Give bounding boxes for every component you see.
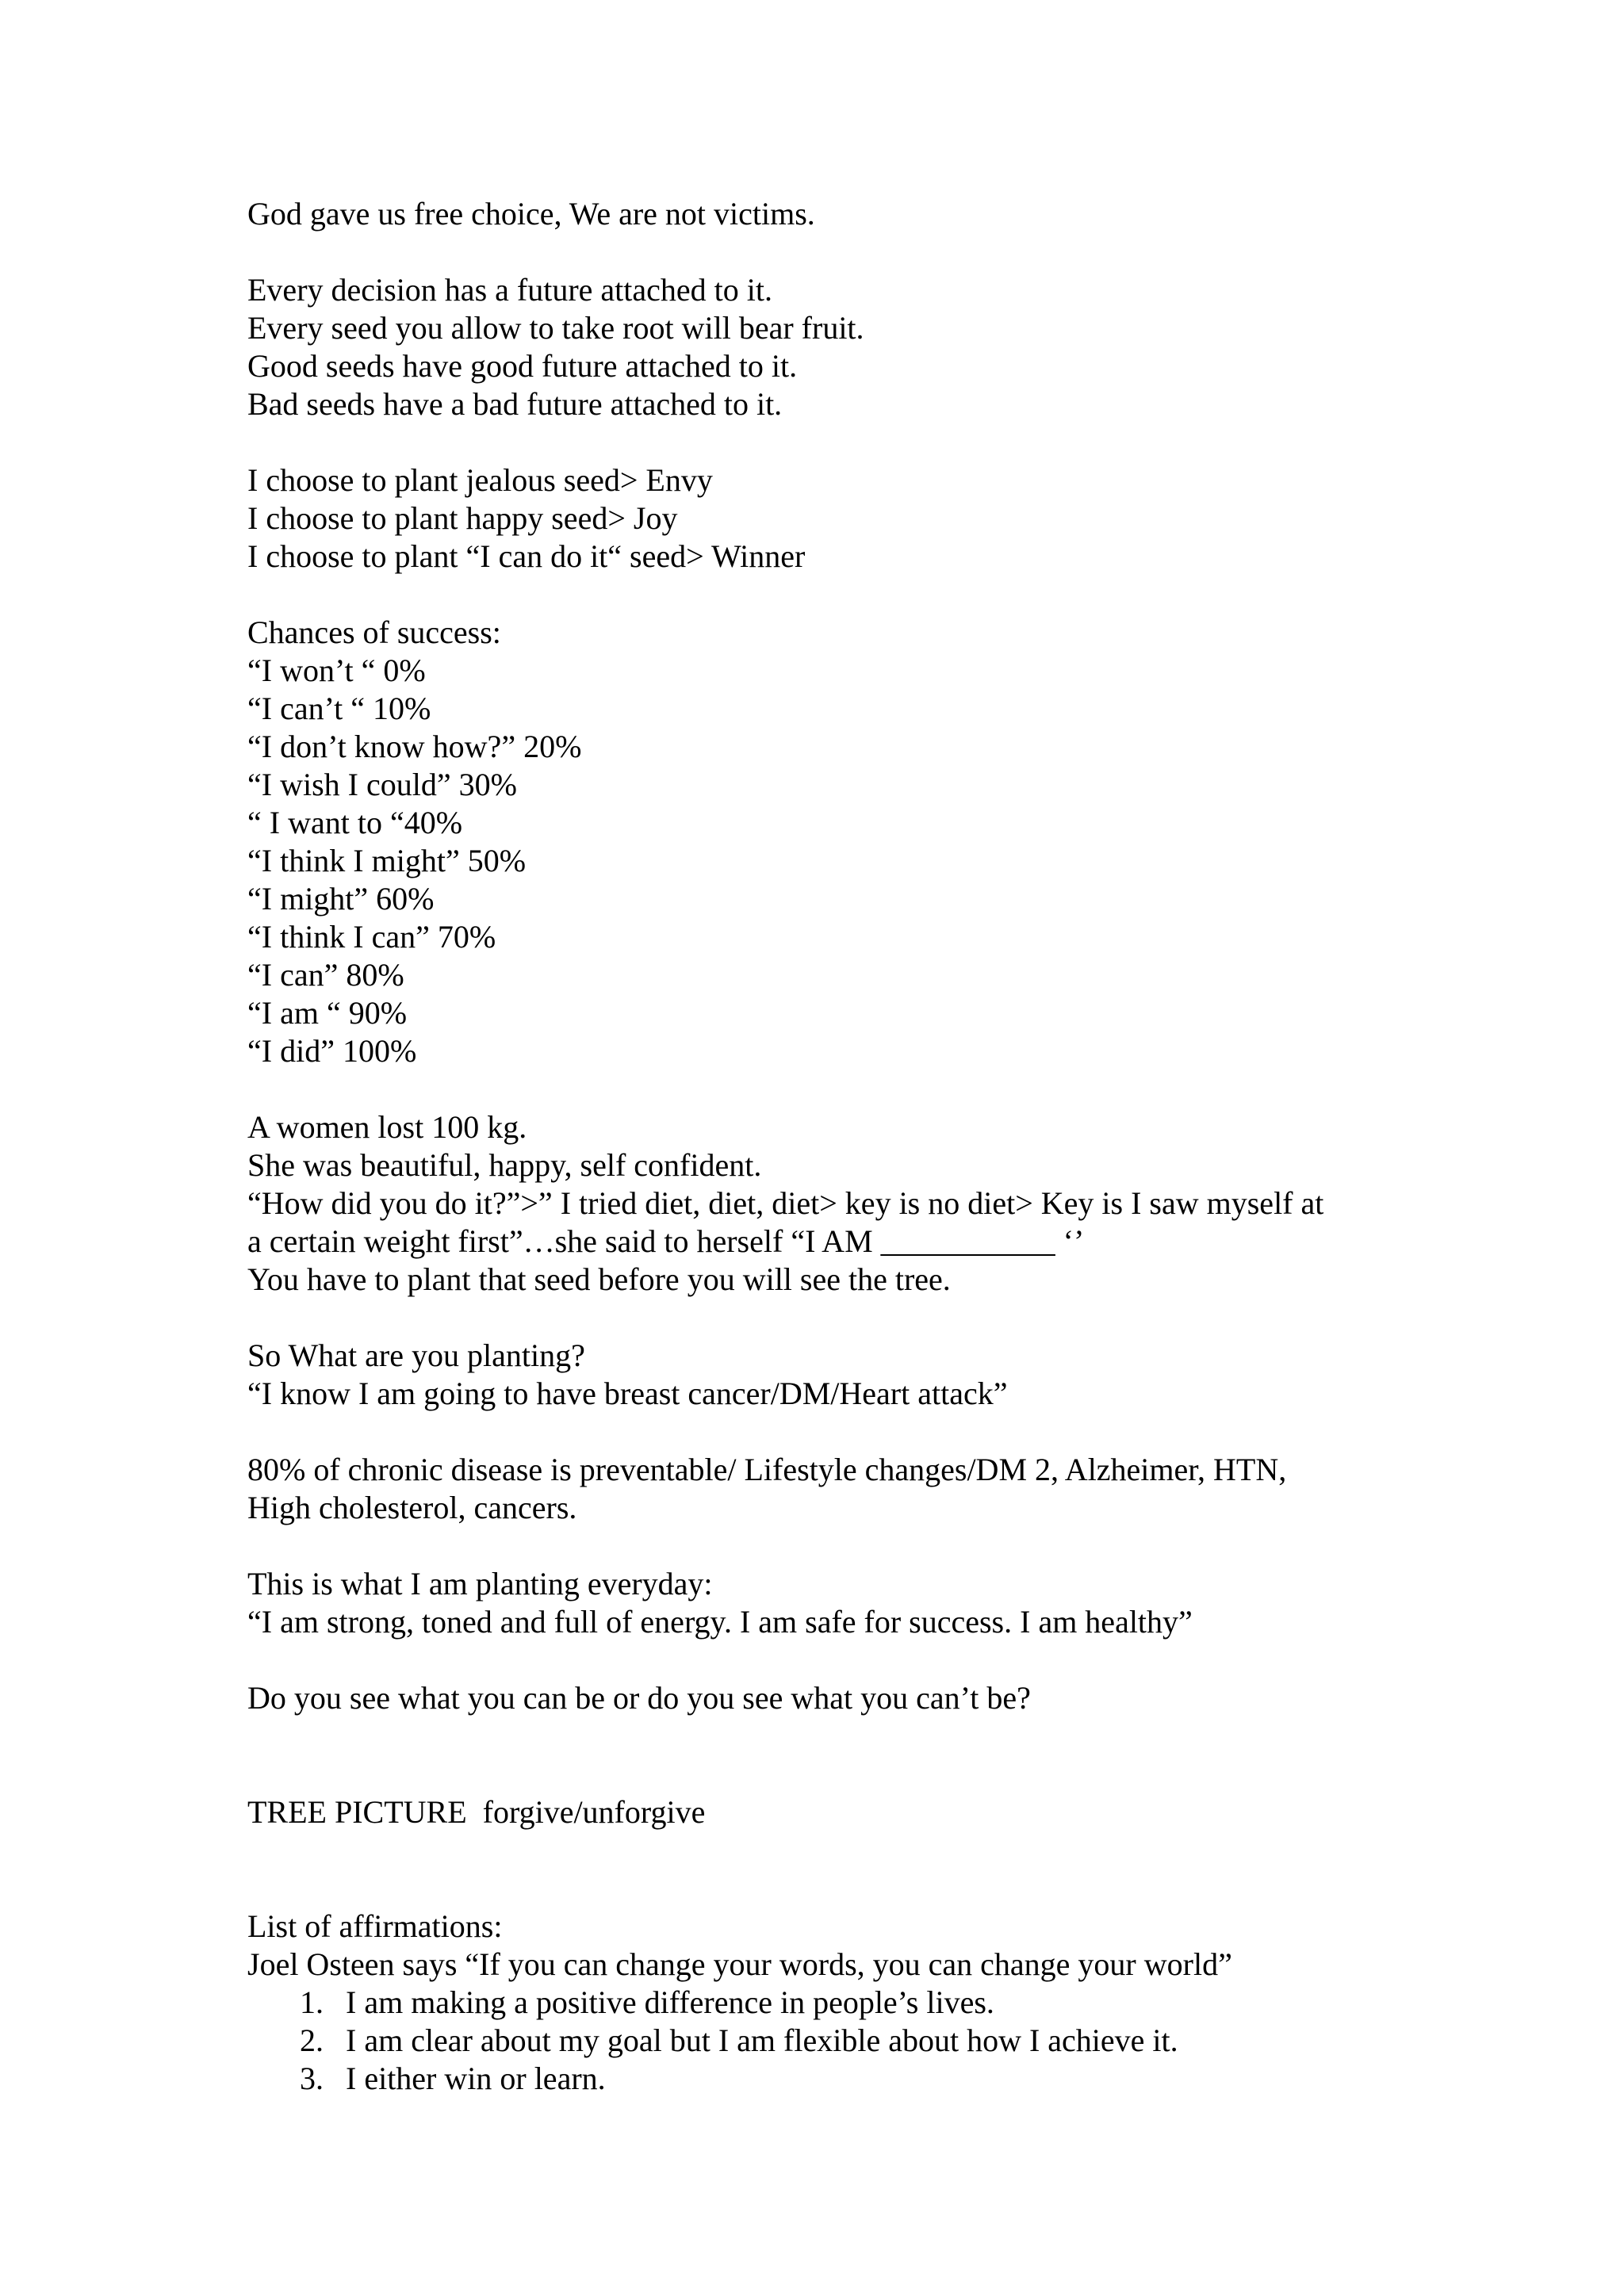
list-item <box>247 2060 1437 2098</box>
success-item: “I think I might” 50% <box>247 843 527 878</box>
list-item-text: I am clear about my goal but I am flexible about how I achieve it. <box>346 2022 1178 2058</box>
spacer <box>247 1527 1437 1565</box>
list-item-number: 2. <box>300 2022 324 2058</box>
tree-picture-label: TREE PICTURE forgive/unforgive <box>247 1794 706 1830</box>
affirmations-quote: Joel Osteen says “If you can change your words, you can change your world” <box>247 1946 1232 1982</box>
success-item: “I think I can” 70% <box>247 919 496 955</box>
choice-line: I choose to plant jealous seed> Envy <box>247 462 713 498</box>
success-heading: Chances of success: <box>247 614 501 650</box>
decision-line: Bad seeds have a bad future attached to it. <box>247 386 783 422</box>
success-item: “I wish I could” 30% <box>247 767 517 802</box>
list-item-text: I either win or learn. <box>346 2061 606 2096</box>
everyday-line: This is what I am planting everyday: <box>247 1566 713 1601</box>
list-item-text: I am making a positive difference in people’s lives. <box>346 1984 994 2020</box>
affirmations-heading: List of affirmations: <box>247 1908 503 1944</box>
chronic-line: High cholesterol, cancers. <box>247 1490 577 1525</box>
everyday-line: “I am strong, toned and full of energy. I am safe for success. I am healthy” <box>247 1604 1193 1640</box>
success-item: “I can” 80% <box>247 957 404 993</box>
success-item: “I don’t know how?” 20% <box>247 729 582 764</box>
list-item-number: 3. <box>300 2061 324 2096</box>
affirmations-list <box>247 1984 1437 2098</box>
list-item <box>247 1984 1437 2022</box>
success-item: “I am “ 90% <box>247 995 408 1031</box>
story-line: She was beautiful, happy, self confident. <box>247 1147 762 1183</box>
decision-line: Every seed you allow to take root will bear fruit. <box>247 310 864 346</box>
spacer <box>247 233 1437 271</box>
list-item-number: 1. <box>300 1984 324 2020</box>
spacer <box>247 1070 1437 1108</box>
choice-line: I choose to plant happy seed> Joy <box>247 500 678 536</box>
story-line: You have to plant that seed before you will see the tree. <box>247 1261 951 1297</box>
spacer <box>247 576 1437 614</box>
chronic-line: 80% of chronic disease is preventable/ Lifestyle changes/DM 2, Alzheimer, HTN, <box>247 1452 1287 1487</box>
spacer <box>247 1413 1437 1451</box>
spacer <box>247 1831 1437 1908</box>
list-item <box>247 2022 1437 2060</box>
story-line: a certain weight first”…she said to herself “I AM ___________ ‘’ <box>247 1223 1085 1259</box>
spacer <box>247 1299 1437 1337</box>
success-item: “I won’t “ 0% <box>247 652 426 688</box>
story-line: A women lost 100 kg. <box>247 1109 527 1145</box>
question-line: Do you see what you can be or do you see what you can’t be? <box>247 1680 1031 1716</box>
intro-line: God gave us free choice, We are not victims. <box>247 196 815 232</box>
decision-line: Every decision has a future attached to it. <box>247 272 772 308</box>
choice-line: I choose to plant “I can do it“ seed> Winner <box>247 538 806 574</box>
planting-line: “I know I am going to have breast cancer/DM/Heart attack” <box>247 1376 1008 1411</box>
decision-line: Good seeds have good future attached to it. <box>247 348 798 384</box>
success-item: “I did” 100% <box>247 1033 417 1069</box>
success-item: “I can’t “ 10% <box>247 691 431 726</box>
spacer <box>247 1641 1437 1679</box>
story-line: “How did you do it?”>” I tried diet, diet, diet> key is no diet> Key is I saw myself at <box>247 1185 1324 1221</box>
planting-line: So What are you planting? <box>247 1337 585 1373</box>
success-item: “I might” 60% <box>247 881 435 916</box>
spacer <box>247 423 1437 461</box>
spacer <box>247 1717 1437 1793</box>
success-item: “ I want to “40% <box>247 805 463 840</box>
document-body <box>247 195 1437 2098</box>
